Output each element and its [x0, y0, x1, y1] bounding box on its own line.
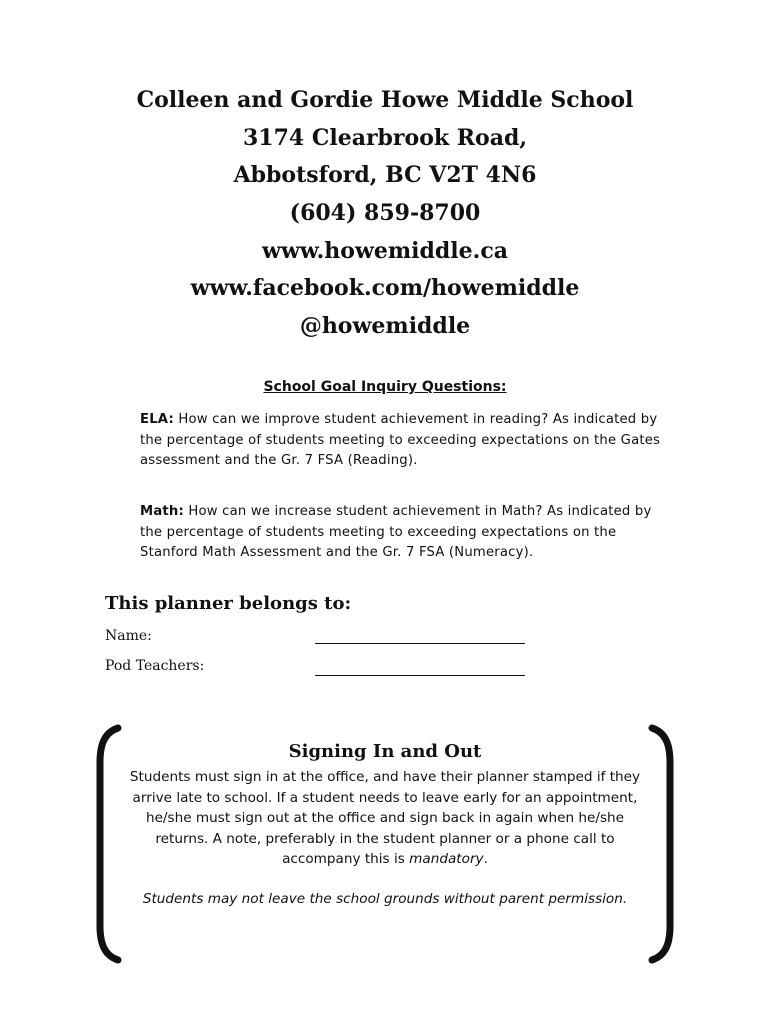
planner-owner-title: This planner belongs to: — [105, 593, 352, 614]
school-handle: @howemiddle — [299, 313, 471, 340]
ela-label: ELA: — [140, 412, 174, 427]
school-name: Colleen and Gordie Howe Middle School — [136, 87, 634, 113]
school-facebook: www.facebook.com/howemiddle — [190, 275, 580, 302]
goals-title: School Goal Inquiry Questions: — [263, 379, 507, 395]
school-website: www.howemiddle.ca — [262, 237, 508, 264]
signing-title: Signing In and Out — [288, 741, 482, 762]
school-phone: (604) 859-8700 — [289, 200, 481, 227]
school-city: Abbotsford, BC V2T 4N6 — [233, 162, 537, 189]
name-label: Name: — [105, 628, 152, 644]
signing-note: Students may not leave the school grounds without parent permission. — [142, 891, 628, 907]
ela-text: How can we improve student achievement in reading? As indicated by the percentage of students meeting to exceeding expectations on the Gates assessment and the Gr. 7 FSA (Reading). — [140, 412, 661, 468]
math-label: Math: — [140, 504, 184, 519]
signing-body-emphasis: mandatory — [409, 851, 484, 867]
school-header — [0, 82, 770, 346]
signing-body — [125, 767, 645, 870]
school-street: 3174 Clearbrook Road, — [242, 124, 528, 151]
math-goal — [140, 502, 670, 564]
name-blank-line — [315, 629, 525, 644]
pod-teachers-blank-line — [315, 661, 525, 676]
pod-teachers-label: Pod Teachers: — [105, 658, 205, 674]
signing-body-end: . — [483, 851, 488, 867]
signing-body-text: Students must sign in at the office, and have their planner stamped if they arrive late to school. If a student needs to leave early for an appointment, he/she must sign out at the office and sign back in again when he/she returns. A note, preferably in the student planner or a phone call to accompany this is — [129, 769, 641, 867]
ela-goal — [140, 410, 670, 472]
math-text: How can we increase student achievement in Math? As indicated by the percentage of students meeting to exceeding expectations on the Stanford Math Assessment and the Gr. 7 FSA (Numeracy). — [140, 504, 652, 560]
